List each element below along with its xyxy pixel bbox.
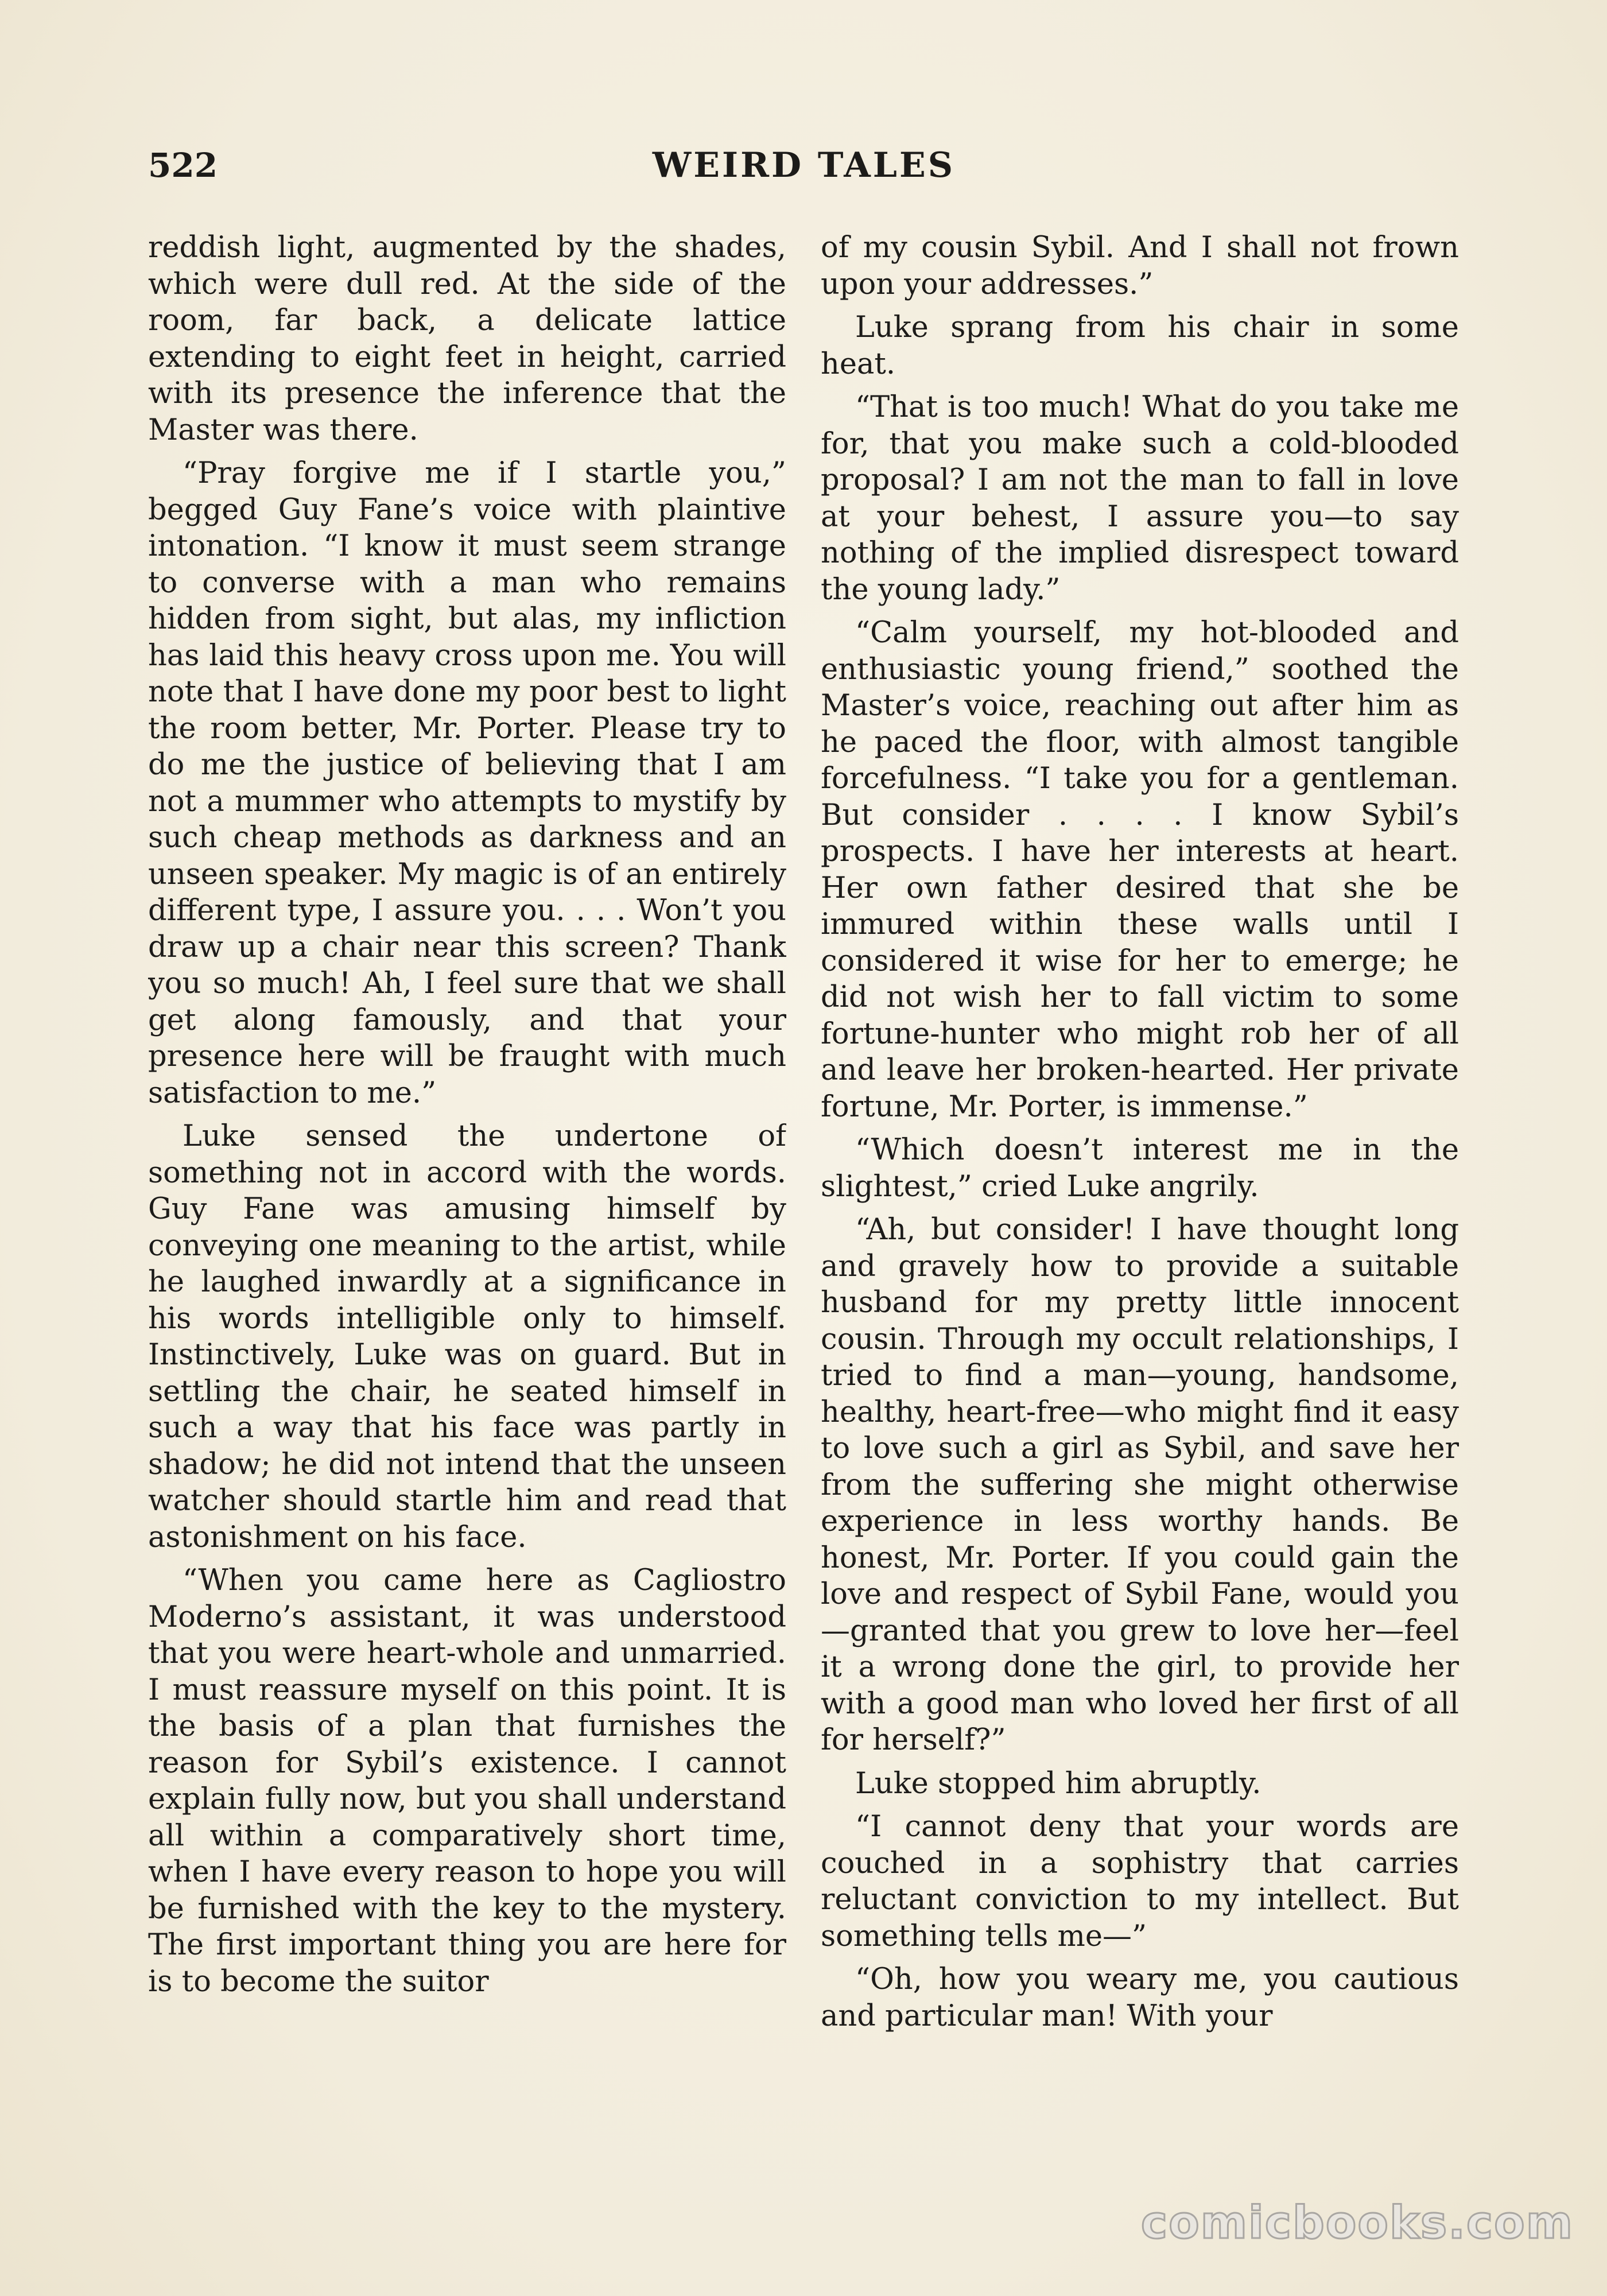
paragraph: “Pray forgive me if I startle you,” begged Guy Fane’s voice with plaintive intonation. “I know it must seem strange to converse with a man who remains hidden from sight, but alas, my infliction has laid this heavy cross upon me. You will note that I have done my poor best to light the room better, Mr. Porter. Please try to do me the justice of believing that I am not a mummer who attempts to mystify by such cheap methods as darkness and an unseen speaker. My magic is of an entirely different type, I assure you. . . . Won’t you draw up a chair near this screen? Thank you so much! Ah, I feel sure that we shall get along famously, and that your presence here will be fraught with much satisfaction to me.” [148, 456, 786, 1110]
paragraph: “That is too much! What do you take me for, that you make such a cold-blooded proposal? I am not the man to fall in love at your behest, I assure you—to say nothing of the implied disrespect toward the young lady.” [821, 390, 1459, 607]
paragraph: “Which doesn’t interest me in the slightest,” cried Luke angrily. [821, 1133, 1459, 1204]
paragraph: “When you came here as Cagliostro Moderno’s assistant, it was understood that you were heart-whole and unmarried. I must reassure myself on this point. It is the basis of a plan that furnishes the reason for Sybil’s existence. I cannot explain fully now, but you shall understand all within a comparatively short time, when I have every reason to hope you will be furnished with the key to the mystery. The first important thing you are here for is to become the suitor [148, 1564, 786, 1999]
left-column [148, 230, 786, 2152]
paragraph: Luke stopped him abruptly. [855, 1766, 1261, 1801]
page-number: 522 [148, 146, 218, 185]
page-header [148, 142, 1460, 188]
paragraph: of my cousin Sybil. And I shall not frown upon your addresses.” [821, 231, 1459, 301]
right-column [821, 230, 1459, 2152]
paragraph: “Oh, how you weary me, you cautious and particular man! With your [821, 1963, 1459, 2033]
paragraph: “I cannot deny that your words are couched in a sophistry that carries reluctant conviction to my intellect. But something tells me—” [821, 1810, 1459, 1953]
paragraph: “Calm yourself, my hot-blooded and enthusiastic young friend,” soothed the Master’s voice, reaching out after him as he paced the floor, with almost tangible forcefulness. “I take you for a gentleman. But consider . . . . I know Sybil’s prospects. I have her interests at heart. Her own father desired that she be immured within these walls until I considered it wise for her to emerge; he did not wish her to fall victim to some fortune-hunter who might rob her of all and leave her broken-hearted. Her private fortune, Mr. Porter, is immense.” [821, 616, 1459, 1124]
watermark: comicbooks.com [1140, 2197, 1574, 2249]
paragraph: Luke sensed the undertone of something not in accord with the words. Guy Fane was amusing himself by conveying one meaning to the artist, while he laughed inwardly at a significance in his words intelligible only to himself. Instinctively, Luke was on guard. But in settling the chair, he seated himself in such a way that his face was partly in shadow; he did not intend that the unseen watcher should startle him and read that astonishment on his face. [148, 1119, 786, 1554]
paragraph: “Ah, but consider! I have thought long and gravely how to provide a suitable husband for my pretty little innocent cousin. Through my occult relationships, I tried to find a man—young, handsome, healthy, heart-free—who might find it easy to love such a girl as Sybil, and save her from the suffering she might otherwise experience in less worthy hands. Be honest, Mr. Porter. If you could gain the love and respect of Sybil Fane, would you—granted that you grew to love her—feel it a wrong done the girl, to provide her with a good man who loved her first of all for herself?” [821, 1213, 1459, 1757]
text-columns [148, 230, 1460, 2152]
paragraph: Luke sprang from his chair in some heat. [821, 311, 1459, 381]
running-title: WEIRD TALES [652, 145, 956, 185]
paragraph: reddish light, augmented by the shades, which were dull red. At the side of the room, far back, a delicate lattice extending to eight feet in height, carried with its presence the inference that the Master was there. [148, 231, 786, 447]
